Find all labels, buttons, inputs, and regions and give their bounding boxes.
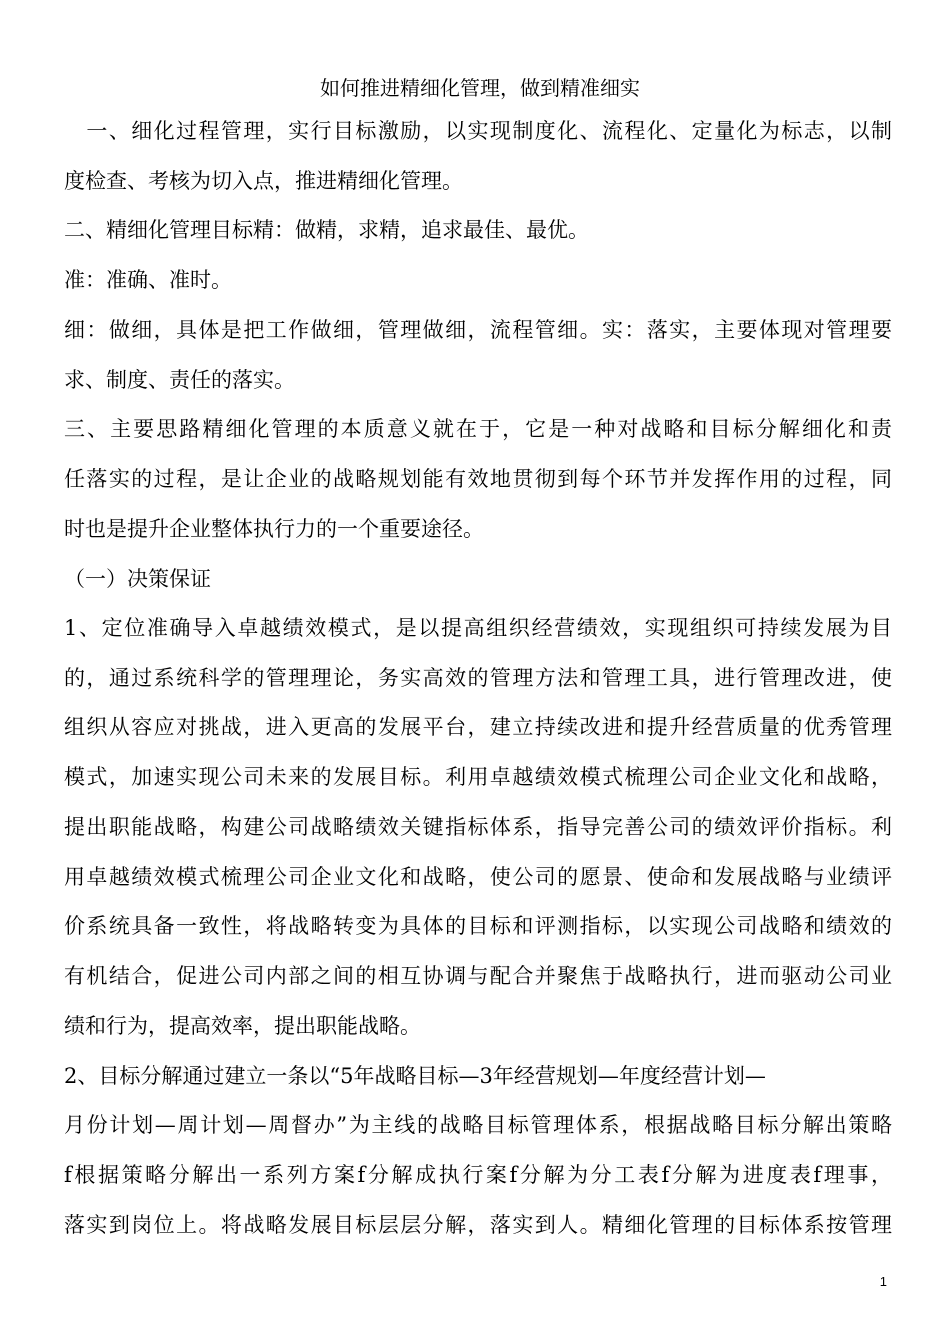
text-line: 求、制度、责任的落实。 (64, 368, 295, 392)
text-line: 时也是提升企业整体执行力的一个重要途径。 (64, 517, 484, 541)
text-line: 组织从容应对挑战，进入更高的发展平台，建立持续改进和提升经营质量的优秀管理 (64, 715, 892, 739)
text-line: 提出职能战略，构建公司战略绩效关键指标体系，指导完善公司的绩效评价指标。利 (64, 815, 892, 839)
text-line: 落实到岗位上。将战略发展目标层层分解，落实到人。精细化管理的目标体系按管理 (64, 1213, 892, 1237)
text-line: 度检查、考核为切入点，推进精细化管理。 (64, 169, 463, 193)
text-line: 绩和行为，提高效率，提出职能战略。 (64, 1014, 421, 1038)
text-line: f根据策略分解出一系列方案f分解成执行案f分解为分工表f分解为进度表f理事， (64, 1163, 892, 1187)
text-line: 价系统具备一致性，将战略转变为具体的目标和评测指标，以实现公司战略和绩效的 (64, 914, 892, 938)
text-line: 模式，加速实现公司未来的发展目标。利用卓越绩效模式梳理公司企业文化和战略， (64, 765, 892, 789)
text-line: 的，通过系统科学的管理理论，务实高效的管理方法和管理工具，进行管理改进，使 (64, 666, 892, 690)
text-line: 准：准确、准时。 (64, 268, 232, 292)
text-line: 有机结合，促进公司内部之间的相互协调与配合并聚焦于战略执行，进而驱动公司业 (64, 964, 892, 988)
text-line: 三、主要思路精细化管理的本质意义就在于，它是一种对战略和目标分解细化和责 (64, 417, 892, 441)
section-heading: （一）决策保证 (64, 567, 211, 591)
text-line: 细：做细，具体是把工作做细，管理做细，流程管细。实：落实，主要体现对管理要 (64, 318, 892, 342)
text-line: 1、定位准确导入卓越绩效模式，是以提高组织经营绩效，实现组织可持续发展为目 (64, 616, 892, 640)
text-line: 二、精细化管理目标精：做精，求精，追求最佳、最优。 (64, 218, 589, 242)
text-line: 一、细化过程管理，实行目标激励，以实现制度化、流程化、定量化为标志，以制 (64, 119, 892, 143)
document-title: 如何推进精细化管理，做到精准细实 (320, 76, 640, 100)
text-line: 任落实的过程，是让企业的战略规划能有效地贯彻到每个环节并发挥作用的过程，同 (64, 467, 892, 491)
text-line: 用卓越绩效模式梳理公司企业文化和战略，使公司的愿景、使命和发展战略与业绩评 (64, 865, 892, 889)
text-line: 2、目标分解通过建立一条以“5年战略目标—3年经营规划—年度经营计划— (64, 1064, 766, 1088)
page-number: 1 (879, 1274, 887, 1289)
text-line: 月份计划—周计划—周督办”为主线的战略目标管理体系，根据战略目标分解出策略 (64, 1113, 892, 1137)
